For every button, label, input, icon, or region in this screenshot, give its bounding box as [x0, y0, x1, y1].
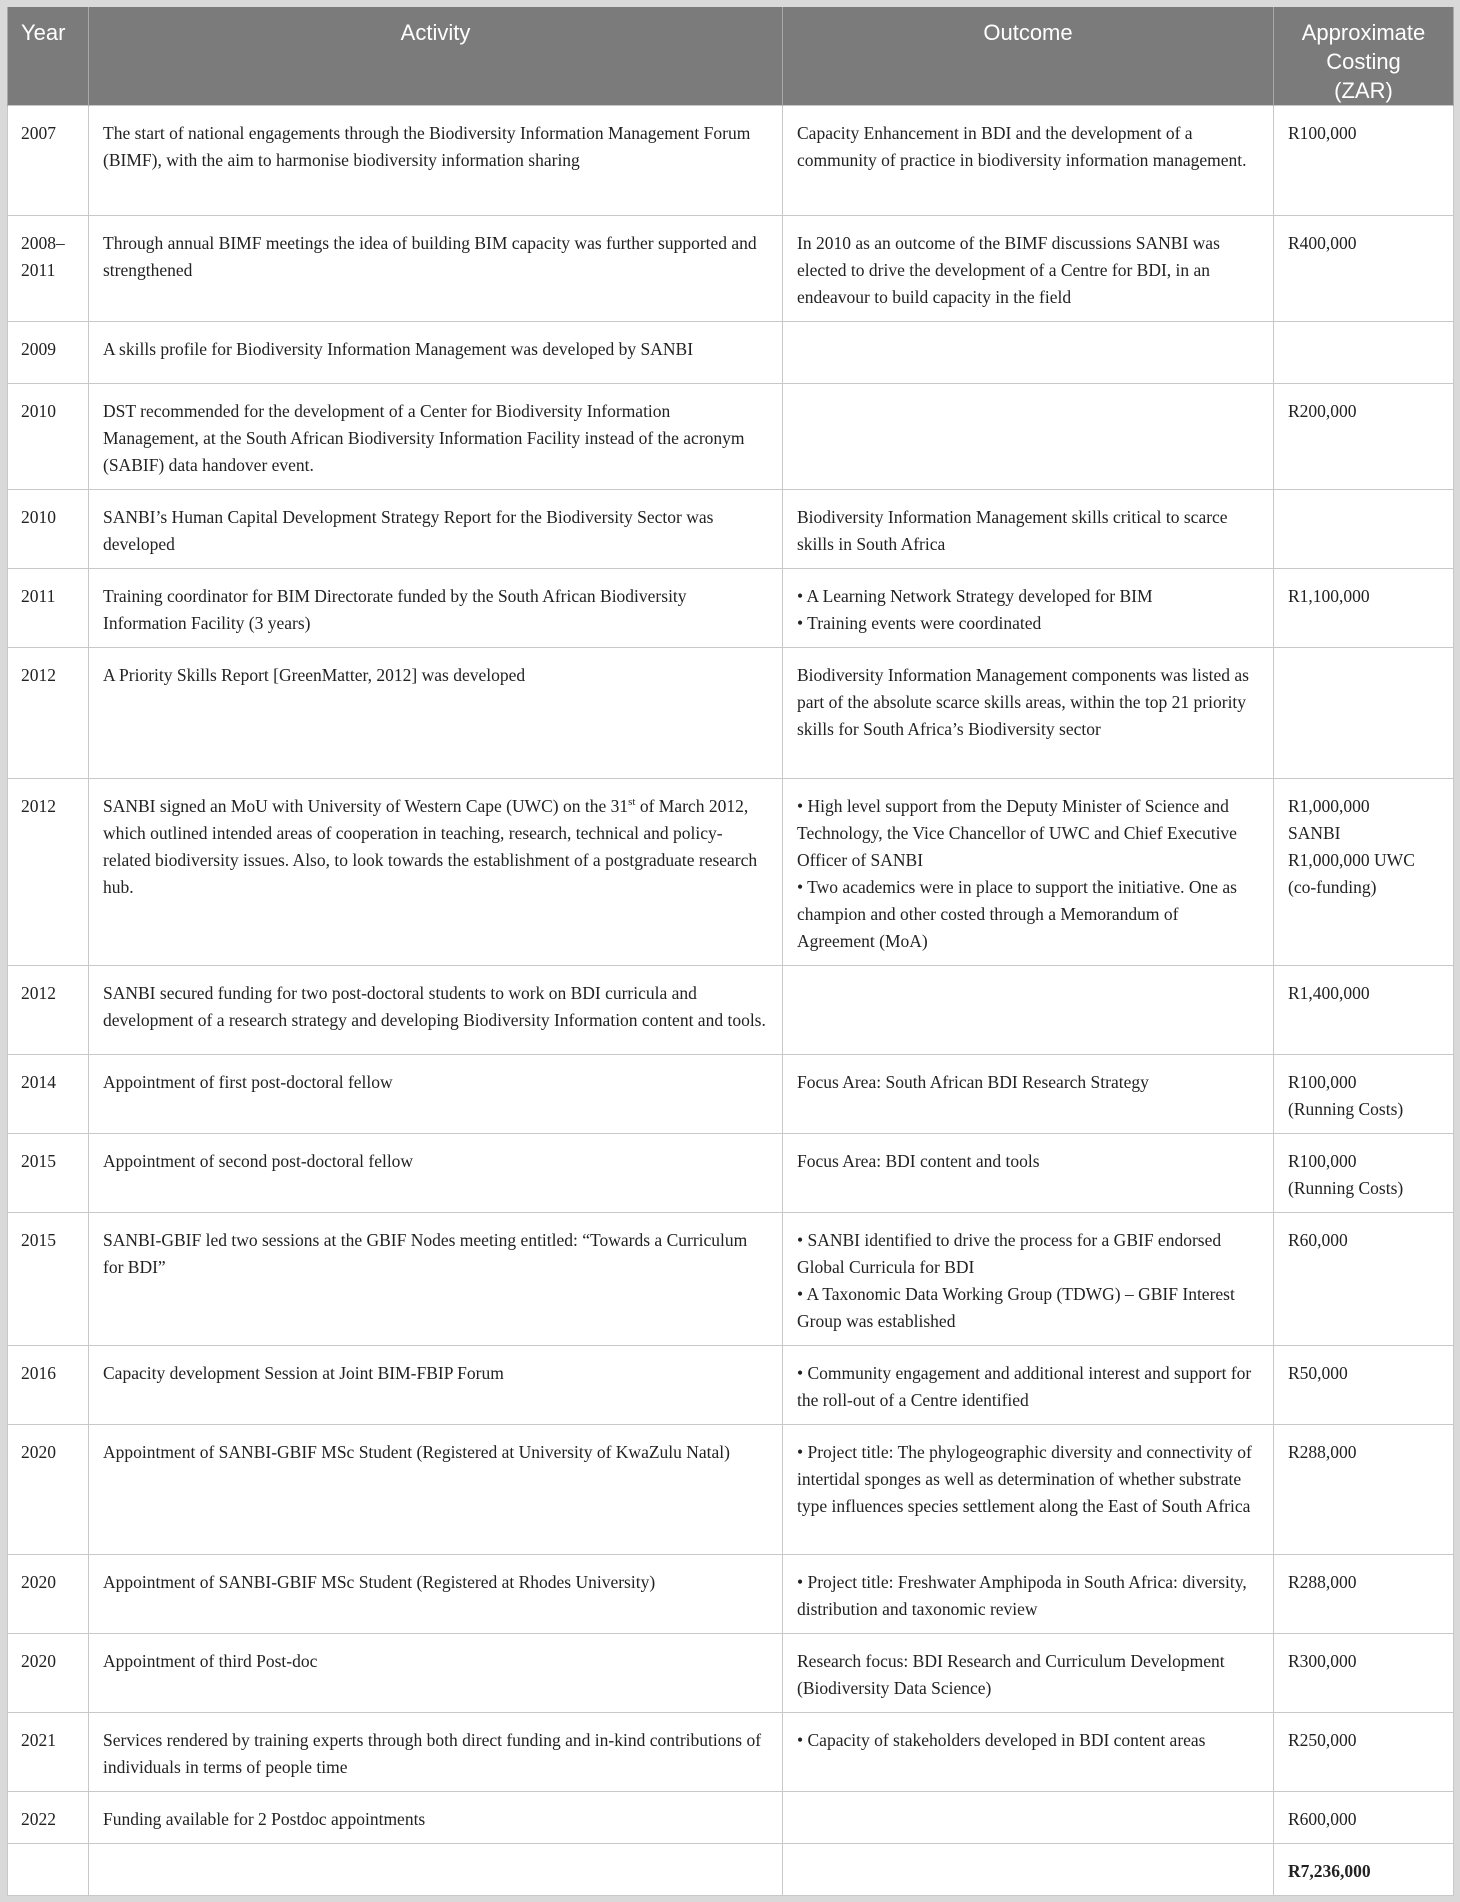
cell-year	[8, 648, 89, 779]
cell-year	[8, 106, 89, 216]
cost-line: R288,000	[1288, 1442, 1357, 1462]
cell-outcome	[783, 1213, 1274, 1346]
table-row	[8, 1213, 1454, 1346]
cost-line: R100,000	[1288, 1072, 1357, 1092]
cell-cost	[1274, 648, 1454, 779]
cell-outcome	[783, 490, 1274, 569]
outcome-line: • Community engagement and additional interest and support for the roll-out of a Centre identified	[797, 1363, 1252, 1410]
cell-cost	[1274, 106, 1454, 216]
cell-cost	[1274, 779, 1454, 966]
header-cost-line: (ZAR)	[1334, 78, 1393, 103]
year-line: 2015	[21, 1151, 56, 1171]
year-line: 2011	[21, 260, 56, 280]
activity-text: of March 2012, which outlined intended areas of cooperation in teaching, research, technical and policy-related biodiversity issues. Also, to look towards the establishment of a postgraduate research hub.	[103, 796, 758, 897]
cell-cost	[1274, 1134, 1454, 1213]
cell-year	[8, 322, 89, 384]
cell-activity: SANBI’s Human Capital Development Strategy Report for the Biodiversity Sector was developed	[89, 490, 783, 569]
cell-year	[8, 1713, 89, 1792]
cell-year	[8, 1844, 89, 1896]
outcome-line: Biodiversity Information Management components was listed as part of the absolute scarce skills areas, within the top 21 priority skills for South Africa’s Biodiversity sector	[797, 665, 1249, 739]
cost-line: R288,000	[1288, 1572, 1357, 1592]
outcome-line: • SANBI identified to drive the process for a GBIF endorsed Global Curricula for BDI	[797, 1230, 1222, 1277]
outcome-line: • High level support from the Deputy Minister of Science and Technology, the Vice Chancellor of UWC and Chief Executive Officer of SANBI	[797, 796, 1237, 870]
cost-line: R200,000	[1288, 401, 1357, 421]
table-row	[8, 384, 1454, 490]
cell-outcome	[783, 1425, 1274, 1555]
year-line: 2016	[21, 1363, 56, 1383]
outcome-line: • Project title: The phylogeographic diversity and connectivity of intertidal sponges as well as determination of whether substrate type influences species settlement along the East of South Africa	[797, 1442, 1252, 1516]
cell-outcome	[783, 1844, 1274, 1896]
year-line: 2015	[21, 1230, 56, 1250]
header-outcome: Outcome	[783, 7, 1274, 106]
table-row	[8, 1134, 1454, 1213]
outcome-line: • Training events were coordinated	[797, 613, 1042, 633]
year-line: 2020	[21, 1572, 56, 1592]
cost-line: R1,000,000 UWC	[1288, 850, 1415, 870]
cell-activity: A skills profile for Biodiversity Information Management was developed by SANBI	[89, 322, 783, 384]
cell-outcome	[783, 1634, 1274, 1713]
cell-outcome	[783, 216, 1274, 322]
cell-year	[8, 1213, 89, 1346]
cell-year	[8, 490, 89, 569]
cell-cost	[1274, 569, 1454, 648]
header-cost	[1274, 7, 1454, 106]
cell-activity: Appointment of third Post-doc	[89, 1634, 783, 1713]
cell-cost	[1274, 1055, 1454, 1134]
header-cost-line: Approximate	[1301, 20, 1426, 45]
cell-year	[8, 384, 89, 490]
outcome-line: • A Learning Network Strategy developed for BIM	[797, 586, 1153, 606]
cell-year	[8, 1346, 89, 1425]
cell-outcome	[783, 779, 1274, 966]
cell-outcome	[783, 1555, 1274, 1634]
cell-outcome	[783, 648, 1274, 779]
year-line: 2020	[21, 1651, 56, 1671]
cell-activity	[89, 1844, 783, 1896]
total-cost: R7,236,000	[1274, 1844, 1454, 1896]
cell-cost	[1274, 1555, 1454, 1634]
cell-outcome	[783, 1346, 1274, 1425]
year-line: 2012	[21, 796, 56, 816]
table-header	[8, 7, 1454, 106]
table-row	[8, 106, 1454, 216]
cell-cost	[1274, 384, 1454, 490]
cell-year	[8, 779, 89, 966]
activity-text: SANBI signed an MoU with University of Western Cape (UWC) on the 31	[103, 796, 629, 816]
outcome-line: • A Taxonomic Data Working Group (TDWG) – GBIF Interest Group was established	[797, 1284, 1235, 1331]
cell-year	[8, 1792, 89, 1844]
cell-activity	[89, 779, 783, 966]
cell-cost	[1274, 216, 1454, 322]
table-row	[8, 1713, 1454, 1792]
cell-activity: A Priority Skills Report [GreenMatter, 2012] was developed	[89, 648, 783, 779]
cell-activity: Through annual BIMF meetings the idea of building BIM capacity was further supported and strengthened	[89, 216, 783, 322]
cell-cost	[1274, 1346, 1454, 1425]
year-line: 2020	[21, 1442, 56, 1462]
table-row	[8, 648, 1454, 779]
cell-activity: Services rendered by training experts through both direct funding and in-kind contributions of individuals in terms of people time	[89, 1713, 783, 1792]
table-row	[8, 1346, 1454, 1425]
outcome-line: • Two academics were in place to support the initiative. One as champion and other costed through a Memorandum of Agreement (MoA)	[797, 877, 1237, 951]
table-row	[8, 1425, 1454, 1555]
outcome-line: Biodiversity Information Management skills critical to scarce skills in South Africa	[797, 507, 1228, 554]
table-row	[8, 322, 1454, 384]
cell-activity: SANBI-GBIF led two sessions at the GBIF Nodes meeting entitled: “Towards a Curriculum for BDI”	[89, 1213, 783, 1346]
cell-cost	[1274, 1792, 1454, 1844]
cell-cost	[1274, 1213, 1454, 1346]
cell-year	[8, 216, 89, 322]
cell-activity: Training coordinator for BIM Directorate funded by the South African Biodiversity Information Facility (3 years)	[89, 569, 783, 648]
cell-activity: Appointment of SANBI-GBIF MSc Student (Registered at University of KwaZulu Natal)	[89, 1425, 783, 1555]
header-activity: Activity	[89, 7, 783, 106]
table-row	[8, 1634, 1454, 1713]
table-row	[8, 490, 1454, 569]
outcome-line: Focus Area: BDI content and tools	[797, 1151, 1040, 1171]
cost-line: R100,000	[1288, 123, 1357, 143]
cell-outcome	[783, 106, 1274, 216]
cell-activity: Appointment of second post-doctoral fellow	[89, 1134, 783, 1213]
cell-outcome	[783, 1713, 1274, 1792]
outcome-line: Focus Area: South African BDI Research Strategy	[797, 1072, 1149, 1092]
table-row	[8, 569, 1454, 648]
cell-cost	[1274, 1425, 1454, 1555]
year-line: 2009	[21, 339, 56, 359]
cost-line: SANBI	[1288, 823, 1341, 843]
table-row	[8, 779, 1454, 966]
cell-activity: Funding available for 2 Postdoc appointments	[89, 1792, 783, 1844]
outcome-line: • Capacity of stakeholders developed in BDI content areas	[797, 1730, 1206, 1750]
year-line: 2010	[21, 401, 56, 421]
cell-cost	[1274, 1713, 1454, 1792]
cell-year	[8, 1055, 89, 1134]
cell-year	[8, 1134, 89, 1213]
table-row	[8, 216, 1454, 322]
cell-year	[8, 966, 89, 1055]
cell-cost	[1274, 322, 1454, 384]
header-cost-line: Costing	[1326, 49, 1401, 74]
cost-line: R50,000	[1288, 1363, 1348, 1383]
year-line: 2012	[21, 665, 56, 685]
table-row	[8, 966, 1454, 1055]
ordinal-suffix: st	[628, 796, 636, 808]
cost-line: (Running Costs)	[1288, 1178, 1404, 1198]
cell-outcome	[783, 384, 1274, 490]
cell-year	[8, 1425, 89, 1555]
total-row	[8, 1844, 1454, 1896]
cell-activity: Capacity development Session at Joint BIM-FBIP Forum	[89, 1346, 783, 1425]
year-line: 2010	[21, 507, 56, 527]
cell-outcome	[783, 1134, 1274, 1213]
table-container	[7, 7, 1453, 1895]
year-line: 2007	[21, 123, 56, 143]
cell-activity: Appointment of first post-doctoral fellow	[89, 1055, 783, 1134]
cost-line: R1,400,000	[1288, 983, 1370, 1003]
cell-activity: The start of national engagements through the Biodiversity Information Management Forum (BIMF), with the aim to harmonise biodiversity information sharing	[89, 106, 783, 216]
cell-activity: Appointment of SANBI-GBIF MSc Student (Registered at Rhodes University)	[89, 1555, 783, 1634]
year-line: 2008–	[21, 233, 65, 253]
cell-activity: SANBI secured funding for two post-doctoral students to work on BDI curricula and development of a research strategy and developing Biodiversity Information content and tools.	[89, 966, 783, 1055]
cell-year	[8, 569, 89, 648]
cost-line: (co-funding)	[1288, 877, 1377, 897]
cost-line: R1,000,000	[1288, 796, 1370, 816]
outcome-line: • Project title: Freshwater Amphipoda in South Africa: diversity, distribution and taxonomic review	[797, 1572, 1247, 1619]
table-row	[8, 1792, 1454, 1844]
outcome-line: Research focus: BDI Research and Curriculum Development (Biodiversity Data Science)	[797, 1651, 1225, 1698]
table-row	[8, 1555, 1454, 1634]
cell-year	[8, 1634, 89, 1713]
year-line: 2022	[21, 1809, 56, 1829]
cost-line: R100,000	[1288, 1151, 1357, 1171]
cell-outcome	[783, 966, 1274, 1055]
cost-line: R1,100,000	[1288, 586, 1370, 606]
table-body	[8, 106, 1454, 1896]
cell-outcome	[783, 1792, 1274, 1844]
outcome-line: Capacity Enhancement in BDI and the development of a community of practice in biodiversity information management.	[797, 123, 1247, 170]
outcome-line: In 2010 as an outcome of the BIMF discussions SANBI was elected to drive the development of a Centre for BDI, in an endeavour to build capacity in the field	[797, 233, 1220, 307]
cost-line: R250,000	[1288, 1730, 1357, 1750]
activity-costing-table	[7, 7, 1454, 1896]
year-line: 2021	[21, 1730, 56, 1750]
cost-line: R300,000	[1288, 1651, 1357, 1671]
year-line: 2011	[21, 586, 56, 606]
cell-outcome	[783, 1055, 1274, 1134]
table-row	[8, 1055, 1454, 1134]
cell-cost	[1274, 1634, 1454, 1713]
cell-outcome	[783, 322, 1274, 384]
cell-activity: DST recommended for the development of a Center for Biodiversity Information Management, at the South African Biodiversity Information Facility instead of the acronym (SABIF) data handover event.	[89, 384, 783, 490]
year-line: 2014	[21, 1072, 56, 1092]
cost-line: R600,000	[1288, 1809, 1357, 1829]
year-line: 2012	[21, 983, 56, 1003]
cost-line: (Running Costs)	[1288, 1099, 1404, 1119]
cell-outcome	[783, 569, 1274, 648]
cost-line: R400,000	[1288, 233, 1357, 253]
header-row	[8, 7, 1454, 106]
cell-cost	[1274, 966, 1454, 1055]
header-year: Year	[8, 7, 89, 106]
cost-line: R60,000	[1288, 1230, 1348, 1250]
cell-cost	[1274, 490, 1454, 569]
cell-year	[8, 1555, 89, 1634]
